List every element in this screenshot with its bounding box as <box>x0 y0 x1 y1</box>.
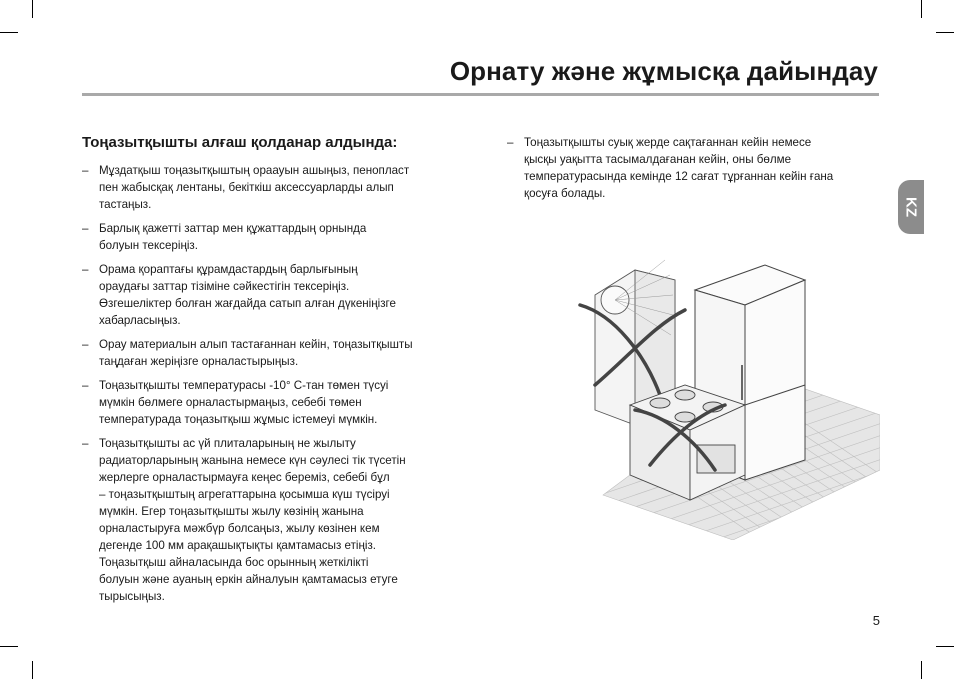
page-number: 5 <box>872 613 880 628</box>
bullet-dash: – <box>82 263 89 276</box>
title-divider <box>82 93 879 96</box>
bullet-dash: – <box>82 222 89 235</box>
list-item-text: Мұздатқыш тоңазытқыштың ораауын ашыңыз, пенопласт пен жабысқақ лентаны, бекіткіш аксессуарларды алып тастаңыз. <box>99 164 410 211</box>
crop-mark <box>0 32 18 33</box>
crop-mark <box>921 0 922 18</box>
instructions-right-column <box>507 134 887 209</box>
placement-illustration <box>575 255 880 540</box>
list-item-text: Барлық қажетті заттар мен құжаттардың орнында болуын тексеріңіз. <box>99 222 367 252</box>
crop-mark <box>936 32 954 33</box>
bullet-dash: – <box>82 379 89 392</box>
instructions-left-column <box>82 162 472 612</box>
bullet-dash: – <box>507 136 514 149</box>
list-item <box>507 134 887 202</box>
list-item <box>82 377 472 428</box>
crop-mark <box>32 661 33 679</box>
list-item-text: Орама қораптағы құрамдастардың барлығының ораудағы заттар тізіміне сәйкестігін тексеріңіз. Өзгешеліктер болған жағдайда сатып алған дүкеніңізге хабарласыңыз. <box>99 263 396 327</box>
bullet-dash: – <box>82 437 89 450</box>
bullet-dash: – <box>82 164 89 177</box>
page-title: Орнату және жұмысқа дайындау <box>449 56 878 86</box>
language-tab <box>898 180 924 234</box>
list-item-text: Тоңазытқышты суық жерде сақтағаннан кейін немесе қысқы уақытта тасымалдағанан кейін, оны бөлме температурасында кемінде 12 сағат тұрғаннан кейін ғана қосуға болады. <box>524 136 834 200</box>
list-item <box>82 261 472 329</box>
list-item <box>82 162 472 213</box>
bullet-dash: – <box>82 338 89 351</box>
language-tab-label: KZ <box>902 197 920 217</box>
list-item <box>82 336 472 370</box>
list-item-text: Орау материалын алып тастағаннан кейін, тоңазытқышты таңдаған жеріңізге орналастырыңыз. <box>99 338 413 368</box>
list-item-text: Тоңазытқышты ас үй плиталарының не жылыту радиаторларының жанына немесе күн сәулесі тік түсетін жерлерге орналастырмауға кеңес береміз, себебі бұл – тоңазытқыштың агрегаттарына қосымша күш түсіруі мүмкін. Егер тоңазытқышты жылу көзінің жанына орналастыруға мәжбүр болсаңыз, жылу көзінен кем дегенде 100 мм арақашықтықты қамтамасыз етіңіз. Тоңазытқыш айналасында бос орынның жеткілікті болуын және ауаның еркін айналуын қамтамасыз етуге тырысыңыз. <box>99 437 406 603</box>
list-item <box>82 435 472 605</box>
crop-mark <box>32 0 33 18</box>
list-item <box>82 220 472 254</box>
list-item-text: Тоңазытқышты температурасы -10° С-тан төмен түсуі мүмкін бөлмеге орналастырмаңыз, себебі төмен температурада тоңазытқыш жұмыс істемеуі мүмкін. <box>99 379 389 426</box>
crop-mark <box>921 661 922 679</box>
crop-mark <box>936 646 954 647</box>
section-heading: Тоңазытқышты алғаш қолданар алдында: <box>82 134 398 151</box>
crop-mark <box>0 646 18 647</box>
